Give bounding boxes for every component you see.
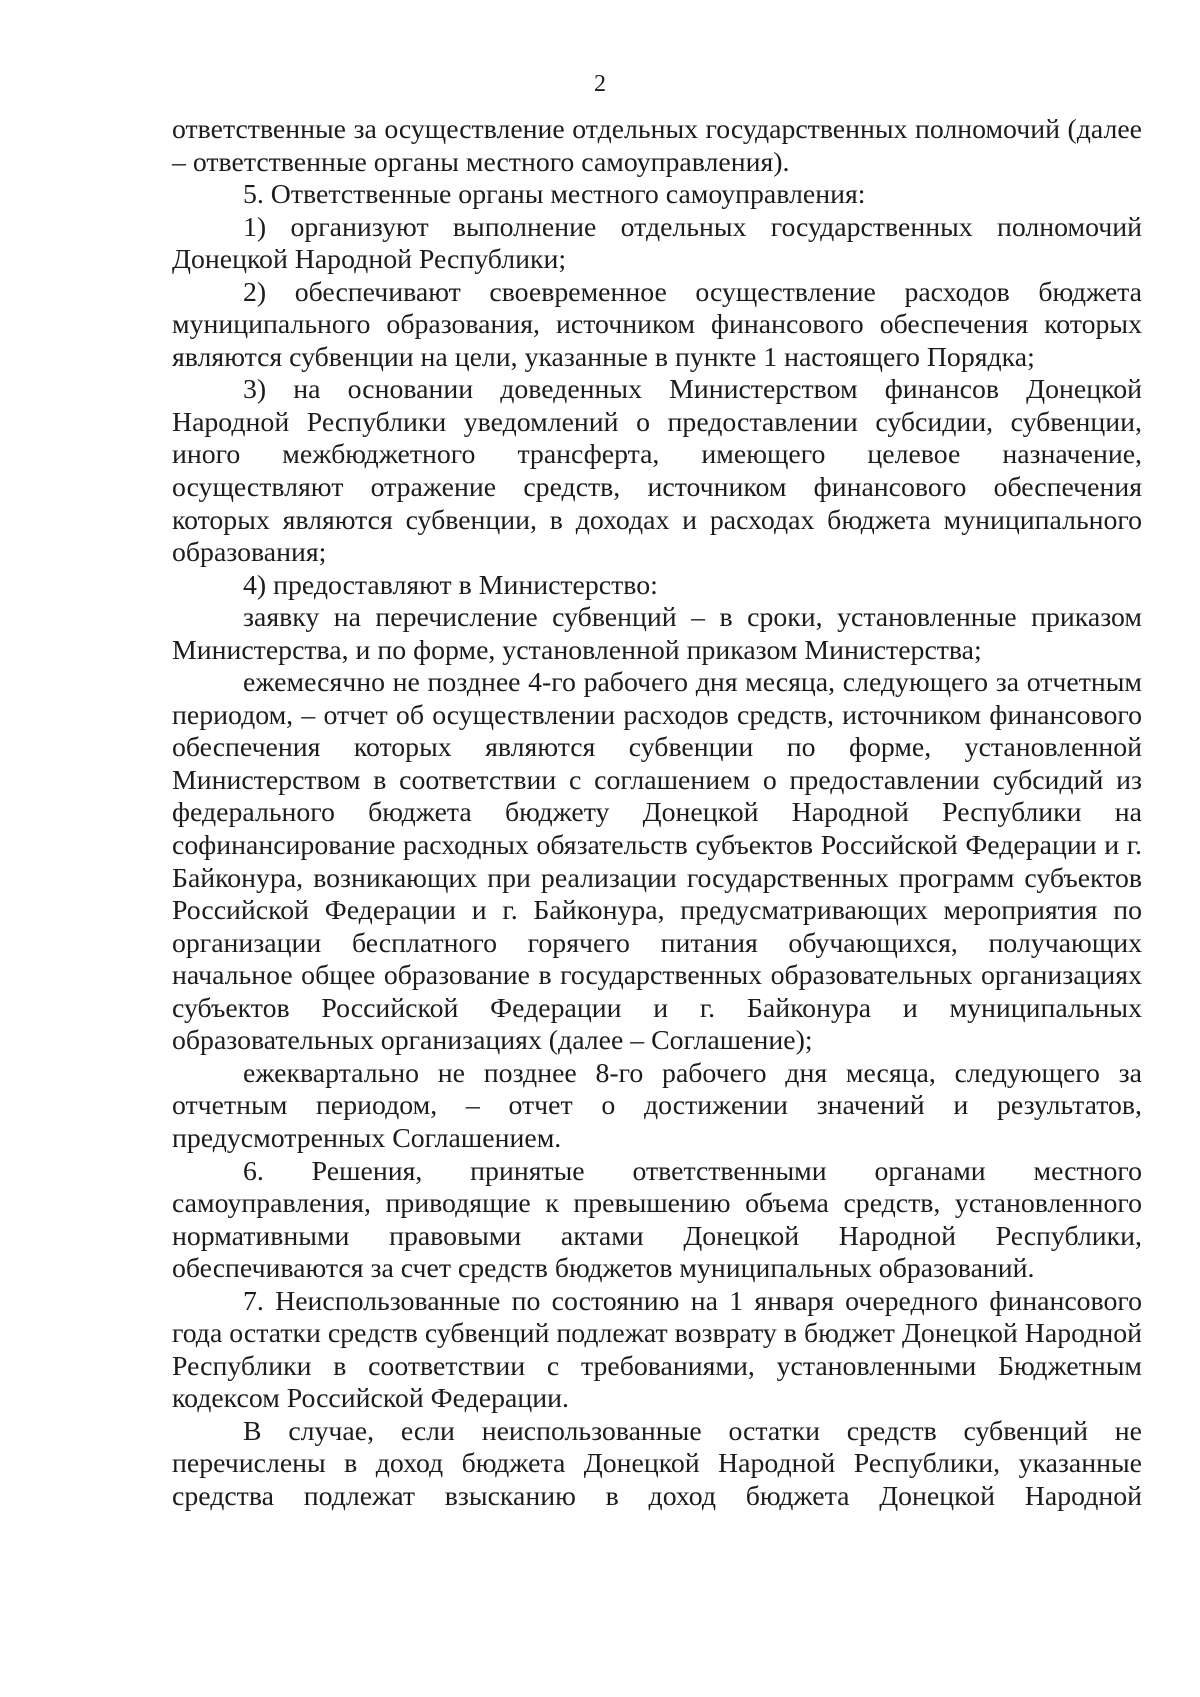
paragraph-monthly-report: ежемесячно не позднее 4-го рабочего дня месяца, следующего за отчетным периодом, – отчет об осуществлении расходов средств, источником финансового обеспечения которых являются субвенции по форме, установленной Министерством в соответствии с соглашением о предоставлении субсидий из федерального бюджета бюджету Донецкой Народной Республики на софинансирование расходных обязательств субъектов Российской Федерации и г. Байконура, возникающих при реализации государственных программ субъектов Российской Федерации и г. Байконура, предусматривающих мероприятия по организации бесплатного горячего питания обучающихся, получающих начальное общее образование в государственных образовательных организациях субъектов Российской Федерации и г. Байконура и муниципальных образовательных организациях (далее – Соглашение); <box>172 667 1142 1057</box>
paragraph-continuation: ответственные за осуществление отдельных государственных полномочий (далее – ответственные органы местного самоуправления). <box>172 114 1142 178</box>
paragraph-subitem-4: 4) предоставляют в Министерство: <box>243 569 658 601</box>
paragraph-item-6: 6. Решения, принятые ответственными органами местного самоуправления, приводящие к превышению объема средств, установленного нормативными правовыми актами Донецкой Народной Республики, обеспечиваются за счет средств бюджетов муниципальных образований. <box>172 1155 1142 1285</box>
paragraph-request: заявку на перечисление субвенций – в сроки, установленные приказом Министерства, и по форме, установленной приказом Министерства; <box>172 602 1142 666</box>
paragraph-unused-funds: В случае, если неиспользованные остатки средств субвенций не перечислены в доход бюджета Донецкой Народной Республики, указанные средства подлежат взысканию в доход бюджета Донецкой Народной <box>172 1415 1142 1512</box>
paragraph-subitem-2: 2) обеспечивают своевременное осуществление расходов бюджета муниципального образования, источником финансового обеспечения которых являются субвенции на цели, указанные в пункте 1 настоящего Порядка; <box>172 276 1142 373</box>
page-number: 2 <box>594 71 606 97</box>
paragraph-item-7: 7. Неиспользованные по состоянию на 1 января очередного финансового года остатки средств субвенций подлежат возврату в бюджет Донецкой Народной Республики в соответствии с требованиями, установленными Бюджетным кодексом Российской Федерации. <box>172 1285 1142 1415</box>
document-body <box>172 114 1142 1514</box>
paragraph-item-5: 5. Ответственные органы местного самоуправления: <box>243 179 866 211</box>
paragraph-quarterly-report: ежеквартально не позднее 8-го рабочего дня месяца, следующего за отчетным периодом, – отчет о достижении значений и результатов, предусмотренных Соглашением. <box>172 1057 1142 1154</box>
paragraph-subitem-1: 1) организуют выполнение отдельных государственных полномочий Донецкой Народной Республики; <box>172 211 1142 276</box>
paragraph-subitem-3: 3) на основании доведенных Министерством финансов Донецкой Народной Республики уведомлений о предоставлении субсидии, субвенции, иного межбюджетного трансферта, имеющего целевое назначение, осуществляют отражение средств, источником финансового обеспечения которых являются субвенции, в доходах и расходах бюджета муниципального образования; <box>172 374 1142 569</box>
